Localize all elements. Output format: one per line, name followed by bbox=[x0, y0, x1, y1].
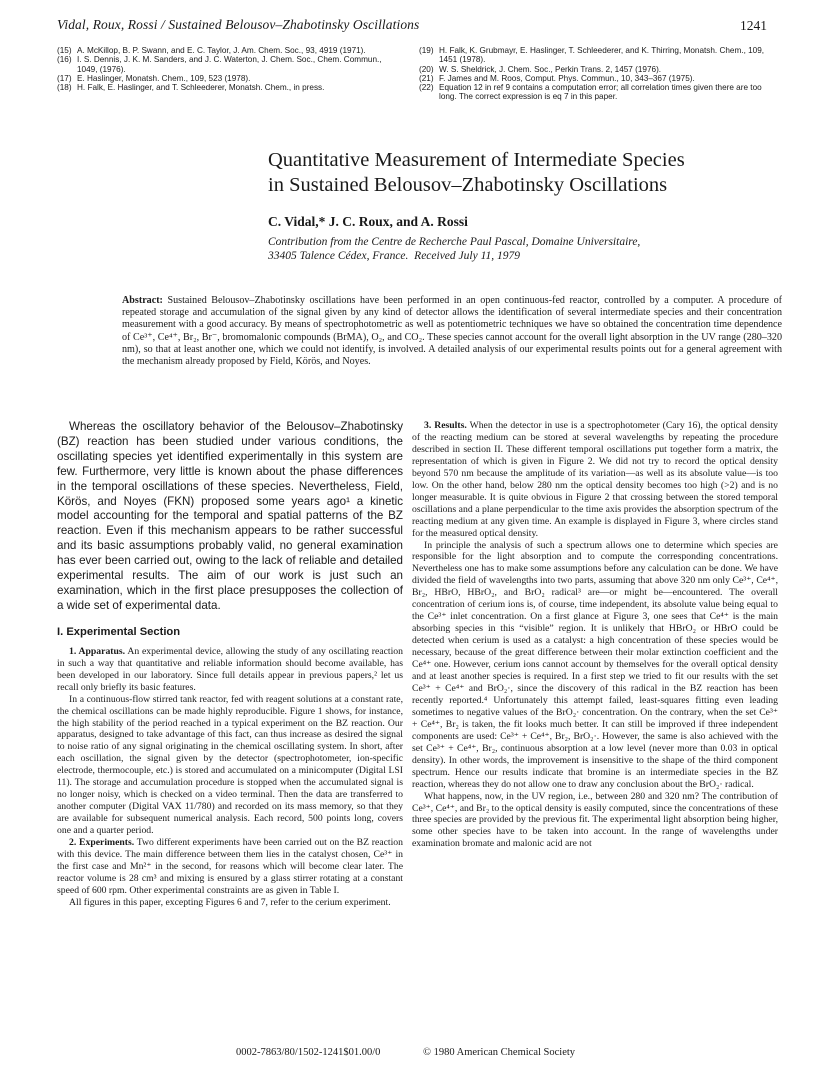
experiments-text: Two different experiments have been carried out on the BZ reaction with this device. The main difference between them lies in the catalyst chosen, Ce³⁺ in the first case and Mn²⁺ in the second, for reasons which will become clear later. The reactor volume is 28 cm³ and mixing is ensured by a glass stirrer rotating at a constant speed of 600 rpm. Other experimental constraints are as given in Table I. bbox=[57, 837, 403, 896]
principle-paragraph: In principle the analysis of such a spectrum allows one to determine which species are responsible for the light absorption and to compute the corresponding concentrations. Nevertheless one has to make some assumptions before any calculation can be done. We have divided the field of wavelengths into two parts, assuming that above 320 nm only Ce³⁺, Ce⁴⁺, Br₂, HBrO, HBrO₂, and BrO₂ radical³ are—or might be—encountered. The overall concentration of cerium ions is, of course, time independent, its absolute value being equal to the Ce³⁺ inlet concentration. On a first glance at Figure 3, one sees that Ce⁴⁺ is the main absorbing species in this “visible” region. It is unlikely that HBrO₂ or HBrO could be detected when cerium is used as a catalyst: a high concentration of these species would be necessary, because of the great difference between their molar extinction coefficient and the Ce⁴⁺ one. However, cerium ions cannot account by themselves for the overall optical density and at least another species is required. In a first step we tried to fit our results with the set Ce³⁺ + Ce⁴⁺ and BrO₂·, since the discovery of this radical in the BZ reaction has been recently reported.⁴ Unfortunately this attempt failed, least-squares fitting even leading sometimes to negative values of the BrO₂· concentration. On the contrary, when the set Ce³⁺ + Ce⁴⁺, Br₂ is taken, the fit looks much better. It can still be improved if three independent components are used: Ce³⁺ + Ce⁴⁺, Br₂, BrO₂·. However, the same is also achieved with the set Ce³⁺ + Ce⁴⁺, Br₂, continuous absorption at a low level (never more than 0.03 in optical density). In other words, the improvement is insensitive to the shape of the third component spectrum. Hence our results indicate that bromine is an intermediate species in the BZ reaction, whereas they do not allow one to draw any conclusion about the BrO₂· radical. bbox=[412, 539, 778, 790]
apparatus-paragraph bbox=[57, 646, 403, 694]
reference-text: E. Haslinger, Monatsh. Chem., 109, 523 (1978). bbox=[77, 73, 251, 83]
affiliation-line-1: Contribution from the Centre de Recherche Paul Pascal, Domaine Universitaire, bbox=[268, 236, 641, 248]
title-line-1: Quantitative Measurement of Intermediate Species bbox=[268, 149, 685, 171]
reference-number: (20) bbox=[419, 64, 434, 74]
page-number: 1241 bbox=[740, 18, 767, 33]
affiliation bbox=[268, 236, 788, 264]
apparatus-heading: 1. Apparatus. bbox=[69, 645, 126, 657]
received-date: Received July 11, 1979 bbox=[414, 249, 520, 262]
reference-text: W. S. Sheldrick, J. Chem. Soc., Perkin Trans. 2, 1457 (1976). bbox=[439, 64, 662, 74]
abstract-label: Abstract: bbox=[122, 295, 163, 306]
running-title: Vidal, Roux, Rossi / Sustained Belousov–Zhabotinsky Oscillations bbox=[57, 17, 420, 32]
apparatus-text: An experimental device, allowing the study of any oscillating reaction in such a way that quantitative and reliable information should become available, has been developed in our laboratory. Since full details appear in previous papers,² let us recall only briefly its basic features. bbox=[57, 645, 403, 693]
reference-item bbox=[419, 74, 779, 83]
reference-item bbox=[419, 65, 779, 74]
reference-item bbox=[419, 46, 779, 65]
cstr-paragraph: In a continuous-flow stirred tank reactor, fed with reagent solutions at a constant rate, the chemical oscillations can be made highly reproducible. Figure 1 shows, for instance, the high stability of the period reached in a typical experiment on the BZ reaction. Our apparatus, designed to take advantage of this fact, can thus increase as desired the signal to noise ratio of any signal originating in the chemical oscillating system. In short, after each oscillation, the signal given by the detector (spectrophotometer, ion-specific electrode, thermocouple, etc.) is stored and accumulated on a minicomputer (Digital LSI 11). The storage and accumulation procedure is stopped when the accumulated signal is no longer noisy, which is checked on a video terminal. Then the data are transferred to another computer (Digital VAX 11/780) and recorded on its mass memory, so that they are available for subsequent numerical analysis. Each record, 500 points long, covers one and a quarter period. bbox=[57, 693, 403, 837]
reference-text: Equation 12 in ref 9 contains a computation error; all correlation times given there are too long. The correct expression is eq 7 in this paper. bbox=[439, 83, 762, 102]
article-title bbox=[268, 148, 788, 198]
reference-number: (16) bbox=[57, 55, 72, 65]
intro-paragraph: Whereas the oscillatory behavior of the Belousov–Zhabotinsky (BZ) reaction has been studied under various conditions, the oscillating species yet identified experimentally in this system are few. Furthermore, very little is known about the phase differences in the temporal oscillations of these species. Nevertheless, Field, Körös, and Noyes (FKN) proposed some years ago¹ a kinetic model accounting for the temporal and spatial patterns of the BZ reaction. Even if this mechanism appears to be rather successful and its basic assumptions probably valid, no general examination has ever been carried out, owing to the lack of reliable and detailed experimental results. The aim of our work is just such an examination, which in the first place presupposes the collection of a wide set of experimental data. bbox=[57, 420, 403, 612]
experiments-paragraph bbox=[57, 837, 403, 897]
footer-copyright: © 1980 American Chemical Society bbox=[423, 1047, 576, 1058]
references-right bbox=[419, 46, 779, 102]
reference-item bbox=[57, 46, 402, 55]
reference-text: H. Falk, E. Haslinger, and T. Schleederer, Monatsh. Chem., in press. bbox=[77, 83, 325, 93]
reference-number: (22) bbox=[419, 83, 434, 93]
reference-item bbox=[419, 83, 779, 102]
section-heading: I. Experimental Section bbox=[57, 625, 181, 638]
results-text: When the detector in use is a spectrophotometer (Cary 16), the optical density of the reacting medium can be stored at several wavelengths by repeating the procedure described in section II. These different temporal oscillations put together form a matrix, the representation of which is given in Figure 2. We did not try to record the optical density beyond 570 nm because the amplitude of its variation—as well as its absolute value—is too low. On the other hand, below 280 nm the optical density becomes too high (>2) and is no longer measurable. It is quite obvious in Figure 2 that crossing between the stored temporal oscillations and a plane perpendicular to the time axis provides the absorption spectrum of the reacting medium at any given time. An example is displayed in Figure 3, where circles stand for the measured optical density. bbox=[412, 420, 778, 539]
reference-number: (21) bbox=[419, 73, 434, 83]
results-heading: 3. Results. bbox=[424, 420, 467, 431]
affiliation-address: 33405 Talence Cédex, France. bbox=[268, 249, 409, 262]
reference-item bbox=[57, 83, 402, 92]
figures-note-paragraph: All figures in this paper, excepting Figures 6 and 7, refer to the cerium experiment. bbox=[69, 896, 391, 908]
reference-number: (18) bbox=[57, 83, 72, 93]
left-column bbox=[57, 420, 403, 909]
reference-number: (19) bbox=[419, 46, 434, 55]
reference-item bbox=[57, 74, 402, 83]
reference-text: A. McKillop, B. P. Swann, and E. C. Taylor, J. Am. Chem. Soc., 93, 4919 (1971). bbox=[77, 46, 366, 55]
experiments-heading: 2. Experiments. bbox=[69, 837, 135, 849]
reference-text: H. Falk, K. Grubmayr, E. Haslinger, T. Schleederer, and K. Thirring, Monatsh. Chem., 109, 1451 (1978). bbox=[439, 46, 765, 65]
reference-number: (15) bbox=[57, 46, 72, 55]
reference-item bbox=[57, 55, 402, 74]
title-line-2: in Sustained Belousov–Zhabotinsky Oscillations bbox=[268, 174, 668, 196]
reference-number: (17) bbox=[57, 73, 72, 83]
abstract bbox=[122, 295, 782, 368]
affiliation-line-2 bbox=[268, 250, 788, 264]
reference-text: F. James and M. Roos, Comput. Phys. Commun., 10, 343–367 (1975). bbox=[439, 73, 695, 83]
uv-paragraph: What happens, now, in the UV region, i.e., between 280 and 320 nm? The contribution of Ce³⁺, Ce⁴⁺, and Br₂ to the optical density is easily computed, since the concentrations of these three species are provided by the previous fit. The experimental light absorption being higher, some other species have to be taken into account. In the range of wavelengths under examination bromate and malonic acid are not bbox=[412, 790, 778, 850]
abstract-text: Sustained Belousov–Zhabotinsky oscillations have been performed in an open continuous-fed reactor, controlled by a computer. A procedure of repeated storage and accumulation of the signal given by any kind of detector allows the identification of several intermediate species and their concentration measurement with a good accuracy. By means of spectrophotometric as well as potentiometric techniques we have so obtained the concentration time dependence of Ce³⁺, Ce⁴⁺, Br₂, Br⁻, bromomalonic compounds (BrMA), O₂, and CO₂. These species cannot account for the overall light absorption in the UV range (280–320 nm), so that at least another one, which we could not identify, is involved. A detailed analysis of our experimental results points out for a general agreement with the mechanism already proposed by Field, Körös, and Noyes. bbox=[122, 295, 782, 368]
right-column bbox=[412, 420, 778, 850]
reference-text: I. S. Dennis, J. K. M. Sanders, and J. C. Waterton, J. Chem. Soc., Chem. Commun., 1049, (1976). bbox=[77, 55, 382, 74]
results-paragraph bbox=[412, 420, 778, 540]
footer-code: 0002-7863/80/1502-1241$01.00/0 bbox=[236, 1047, 381, 1058]
authors: C. Vidal,* J. C. Roux, and A. Rossi bbox=[268, 214, 468, 229]
references-left bbox=[57, 46, 402, 92]
